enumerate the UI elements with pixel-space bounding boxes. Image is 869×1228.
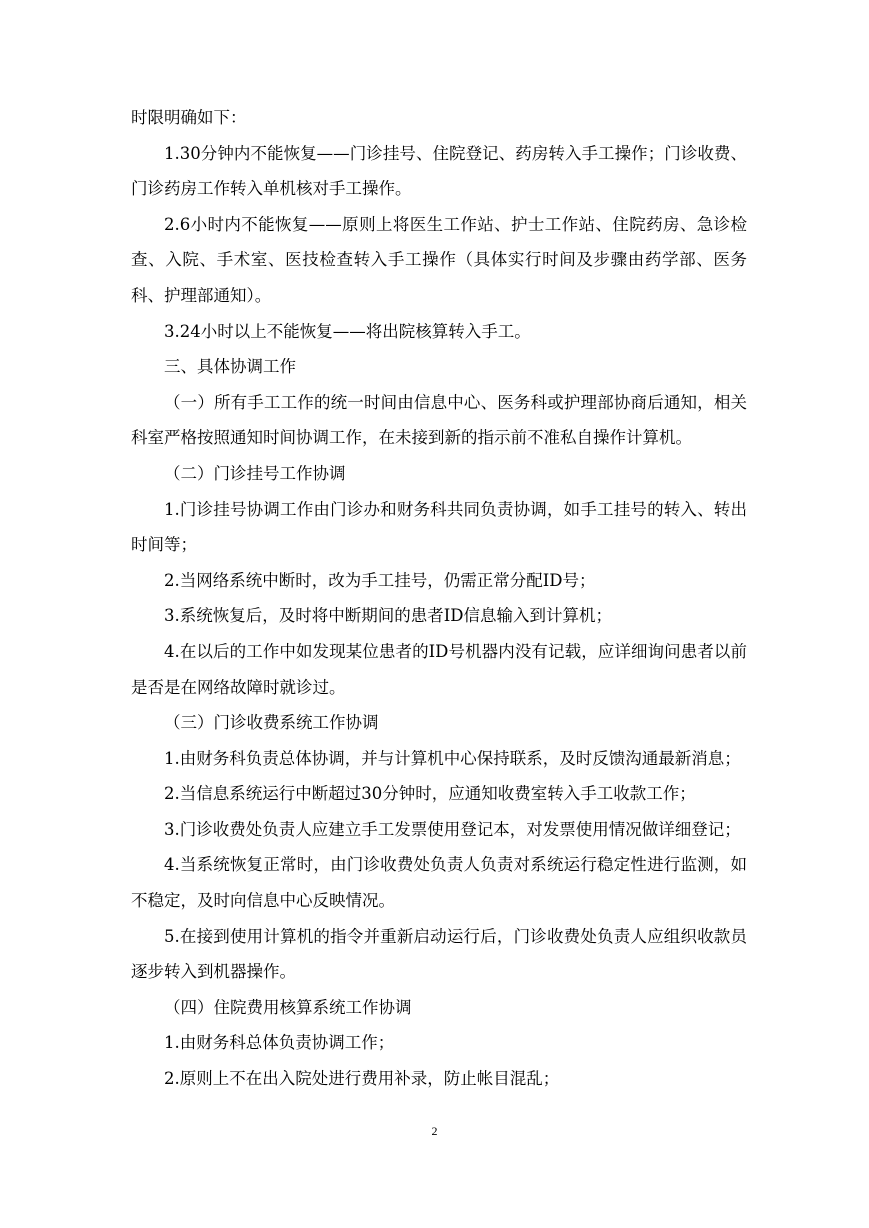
paragraph-billing-3: 3.门诊收费处负责人应建立手工发票使用登记本，对发票使用情况做详细登记；	[164, 819, 741, 839]
paragraph-registration-2: 2.当网络系统中断时，改为手工挂号，仍需正常分配ID号；	[164, 570, 596, 590]
paragraph-registration-1: 1.门诊挂号协调工作由门诊办和财务科共同负责协调，如手工挂号的转入、转出时间等；	[131, 499, 747, 555]
paragraph-sub-1: （一）所有手工工作的统一时间由信息中心、医务科或护理部协商后通知，相关科室严格按照通知时间协调工作，在未接到新的指示前不准私自操作计算机。	[131, 392, 747, 448]
paragraph-registration-3: 3.系统恢复后，及时将中断期间的患者ID信息输入到计算机；	[164, 606, 612, 626]
paragraph-item-6h: 2.6小时内不能恢复——原则上将医生工作站、护士工作站、住院药房、急诊检查、入院、手术室、医技检查转入手工操作（具体实行时间及步骤由药学部、医务科、护理部通知）。	[131, 214, 747, 305]
paragraph-item-24h: 3.24小时以上不能恢复——将出院核算转入手工。	[164, 321, 531, 341]
subheading-registration: （二）门诊挂号工作协调	[164, 463, 346, 483]
paragraph-inpatient-2: 2.原则上不在出入院处进行费用补录，防止帐目混乱；	[164, 1069, 560, 1089]
paragraph-billing-5: 5.在接到使用计算机的指令并重新启动运行后，门诊收费处负责人应组织收款员逐步转入到机器操作。	[131, 926, 747, 982]
paragraph-intro: 时限明确如下：	[131, 108, 247, 127]
paragraph-billing-1: 1.由财务科负责总体协调，并与计算机中心保持联系，及时反馈沟通最新消息；	[164, 748, 741, 768]
section-heading-coordination: 三、具体协调工作	[164, 357, 296, 377]
paragraph-billing-4: 4.当系统恢复正常时，由门诊收费处负责人负责对系统运行稳定性进行监测，如不稳定，及时向信息中心反映情况。	[131, 855, 747, 911]
document-body	[131, 100, 747, 1097]
subheading-billing: （三）门诊收费系统工作协调	[164, 713, 379, 733]
paragraph-inpatient-1: 1.由财务科总体负责协调工作；	[164, 1033, 395, 1053]
subheading-inpatient: （四）住院费用核算系统工作协调	[164, 997, 412, 1017]
paragraph-registration-4: 4.在以后的工作中如发现某位患者的ID号机器内没有记载，应详细询问患者以前是否是在网络故障时就诊过。	[131, 641, 747, 697]
paragraph-item-30min: 1.30分钟内不能恢复——门诊挂号、住院登记、药房转入手工操作；门诊收费、门诊药房工作转入单机核对手工操作。	[131, 143, 747, 199]
paragraph-billing-2: 2.当信息系统运行中断超过30分钟时，应通知收费室转入手工收款工作；	[164, 784, 696, 804]
page-number: 2	[431, 1124, 438, 1138]
